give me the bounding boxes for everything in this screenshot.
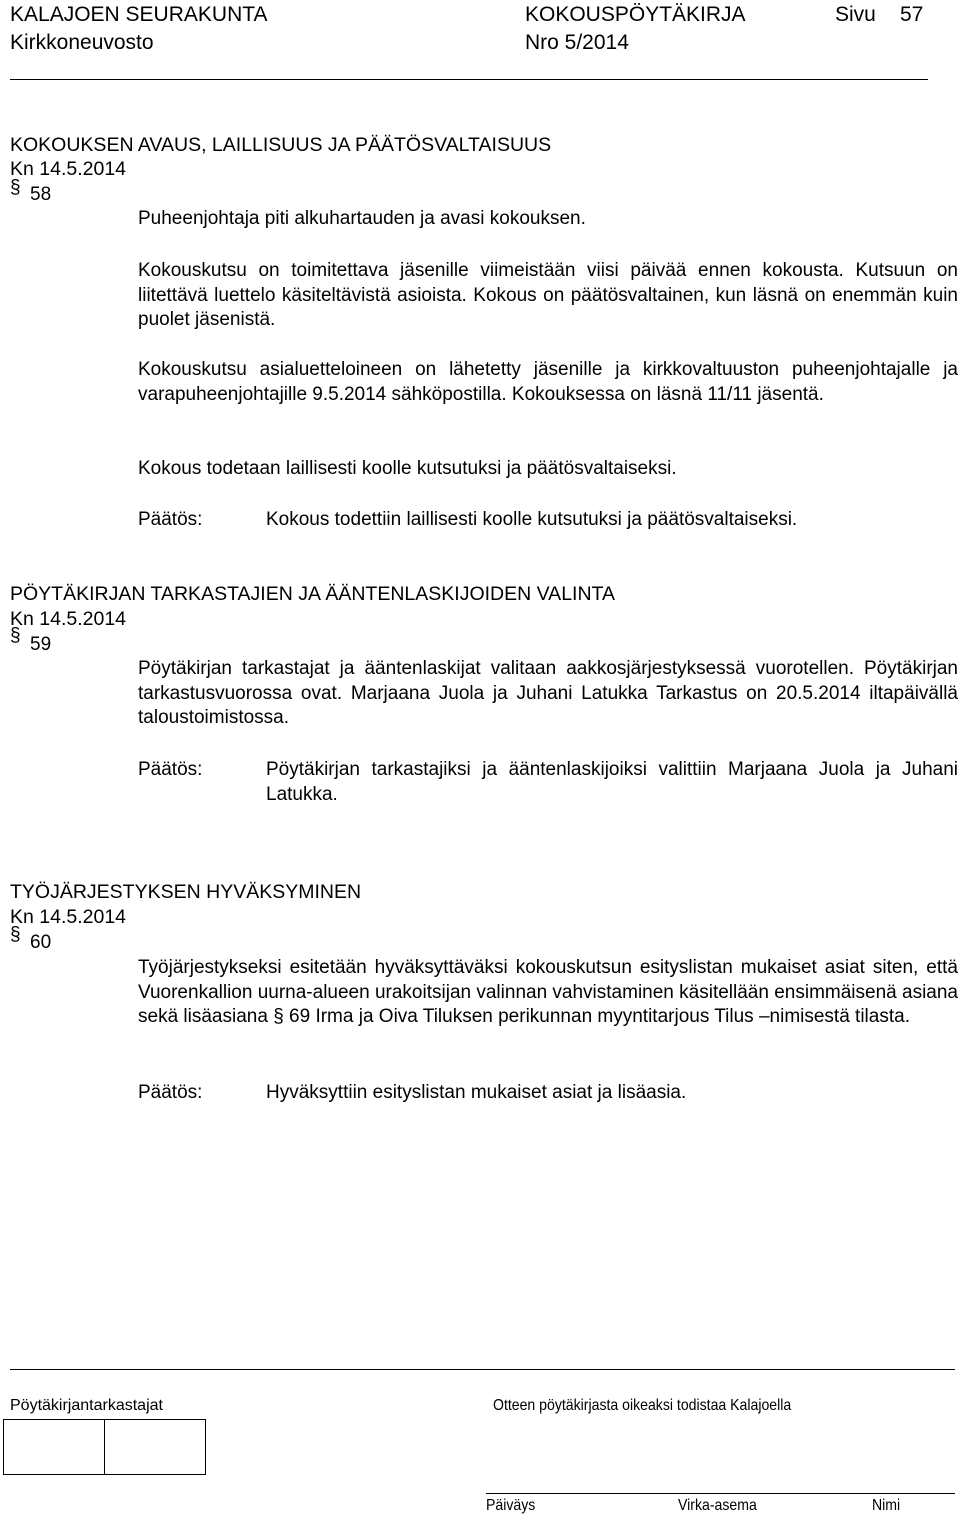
inspectors-label: Pöytäkirjantarkastajat (10, 1397, 163, 1414)
document-type: KOKOUSPÖYTÄKIRJA (525, 3, 746, 26)
header-rule (10, 79, 928, 80)
section-number: 58 (30, 184, 52, 205)
paragraph: Kokous todetaan laillisesti koolle kutsutuksi ja päätösvaltaiseksi. (138, 458, 677, 479)
paragraph: Kokouskutsu asialuetteloineen on lähetetty jäsenille ja kirkkovaltuuston puheenjohtajalle ja varapuheenjohtajille 9.5.2014 sähköpostilla. Kokouksessa on läsnä 11/11 jäsentä. (138, 359, 958, 405)
inspector-signature-box (104, 1419, 206, 1475)
issue-number: Nro 5/2014 (525, 31, 629, 54)
section-heading: KOKOUKSEN AVAUS, LAILLISUUS JA PÄÄTÖSVALTAISUUS (10, 134, 552, 156)
section-date: Kn 14.5.2014 (10, 158, 127, 180)
name-label: Nimi (872, 1497, 901, 1514)
section-symbol: § (10, 924, 21, 945)
section-date: Kn 14.5.2014 (10, 608, 127, 630)
decision-text: Pöytäkirjan tarkastajiksi ja ääntenlaskijoiksi valittiin Marjaana Juola ja Juhani Latukka. (266, 759, 958, 805)
footer-rule (10, 1369, 955, 1370)
paragraph: Työjärjestykseksi esitetään hyväksyttäväksi kokouskutsun esityslistan mukaiset asiat siten, että Vuorenkallion uurna-alueen urakoitsijan valinnan vahvistaminen käsitellään ensimmäisenä asiana sekä lisäasiana § 69 Irma ja Oiva Tiluksen perikunnan myyntitarjous Tilus –nimisestä tilasta. (138, 957, 958, 1028)
position-label: Virka-asema (678, 1497, 757, 1514)
decision-label: Päätös: (138, 759, 203, 780)
inspector-signature-box (3, 1419, 105, 1475)
paragraph: Pöytäkirjan tarkastajat ja ääntenlaskijat valitaan aakkosjärjestyksessä vuorotellen. Pöytäkirjan tarkastusvuorossa ovat. Marjaana Juola ja Juhani Latukka Tarkastus on 20.5.2014 iltapäivällä taloustoimistossa. (138, 658, 958, 729)
section-heading: TYÖJÄRJESTYKSEN HYVÄKSYMINEN (10, 881, 362, 903)
certify-label: Otteen pöytäkirjasta oikeaksi todistaa Kalajoella (493, 1397, 792, 1414)
decision-label: Päätös: (138, 1082, 203, 1103)
section-number: 60 (30, 932, 52, 953)
decision-label: Päätös: (138, 509, 203, 530)
date-label: Päiväys (486, 1497, 536, 1514)
body-name: Kirkkoneuvosto (10, 31, 154, 54)
signature-rule (486, 1493, 955, 1494)
decision-text: Hyväksyttiin esityslistan mukaiset asiat ja lisäasia. (266, 1082, 687, 1103)
section-heading: PÖYTÄKIRJAN TARKASTAJIEN JA ÄÄNTENLASKIJOIDEN VALINTA (10, 583, 616, 605)
section-number: 59 (30, 634, 52, 655)
organization-name: KALAJOEN SEURAKUNTA (10, 3, 268, 26)
section-symbol: § (10, 625, 21, 646)
section-symbol: § (10, 177, 21, 198)
page-label: Sivu (835, 3, 876, 26)
section-date: Kn 14.5.2014 (10, 906, 127, 928)
paragraph: Kokouskutsu on toimitettava jäsenille viimeistään viisi päivää ennen kokousta. Kutsuun on liitettävä luettelo käsiteltävistä asioista. Kokous on päätösvaltainen, kun läsnä on enemmän kuin puolet jäsenistä. (138, 260, 958, 331)
page-number: 57 (900, 3, 924, 26)
paragraph: Puheenjohtaja piti alkuhartauden ja avasi kokouksen. (138, 208, 586, 229)
decision-text: Kokous todettiin laillisesti koolle kutsutuksi ja päätösvaltaiseksi. (266, 509, 798, 530)
